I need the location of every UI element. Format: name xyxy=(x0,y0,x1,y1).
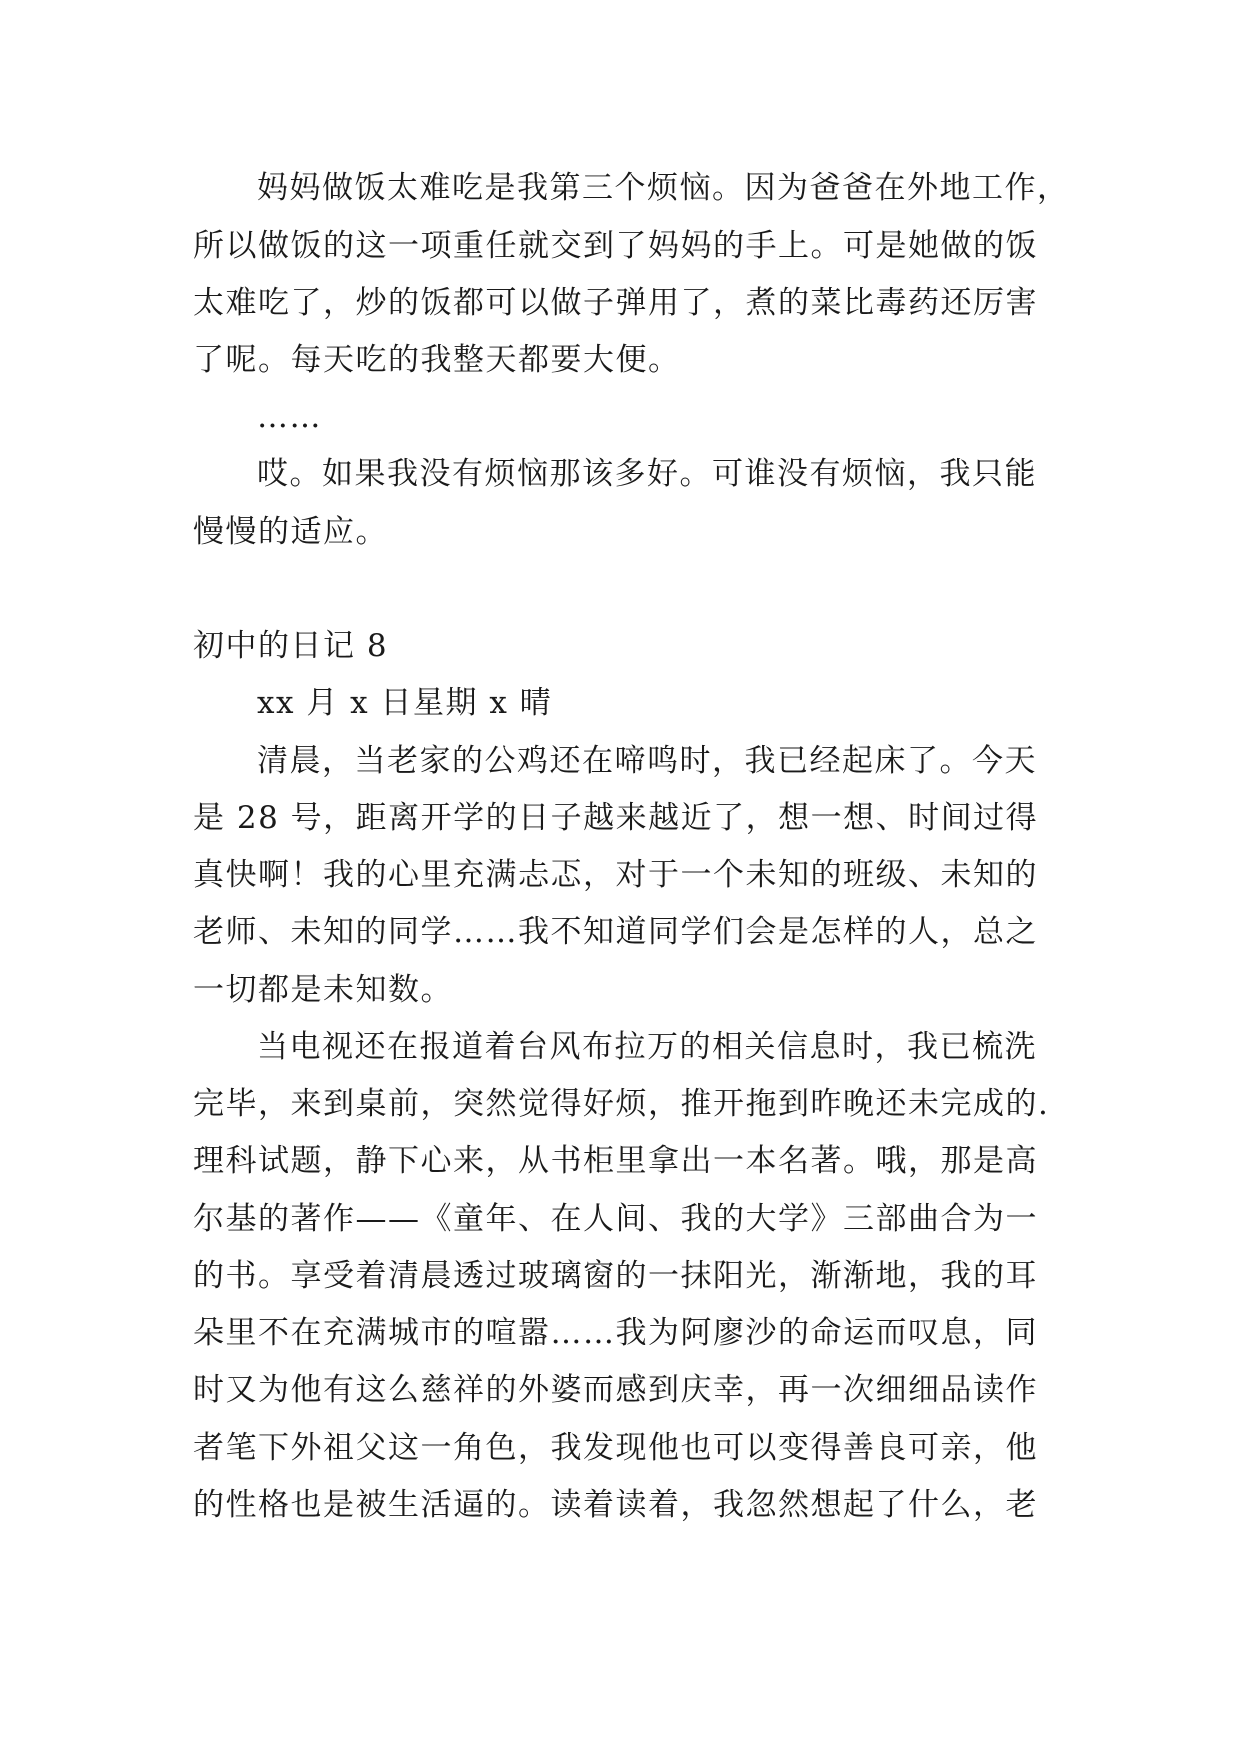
paragraph-3-line-5: 一切都是未知数。 xyxy=(193,972,453,1008)
paragraph-1-line-4: 了呢。每天吃的我整天都要大便。 xyxy=(193,342,681,378)
paragraph-4-line-6: 朵里不在充满城市的喧嚣……我为阿廖沙的命运而叹息，同 xyxy=(193,1315,1038,1351)
paragraph-4-line-3: 理科试题，静下心来，从书柜里拿出一本名著。哦，那是高 xyxy=(193,1143,1038,1179)
paragraph-4-line-4: 尔基的著作——《童年、在人间、我的大学》三部曲合为一 xyxy=(193,1201,1038,1237)
ellipsis-line: …… xyxy=(257,399,322,435)
paragraph-3-line-1: 清晨，当老家的公鸡还在啼鸣时，我已经起床了。今天 xyxy=(257,743,1037,779)
paragraph-4-line-1: 当电视还在报道着台风布拉万的相关信息时，我已梳洗 xyxy=(257,1029,1037,1065)
paragraph-3-line-3: 真快啊！我的心里充满忐忑，对于一个未知的班级、未知的 xyxy=(193,857,1038,893)
diary-date-line: xx 月 x 日星期 x 晴 xyxy=(257,685,553,721)
paragraph-2-line-2: 慢慢的适应。 xyxy=(193,514,388,550)
paragraph-4-line-5: 的书。享受着清晨透过玻璃窗的一抹阳光，渐渐地，我的耳 xyxy=(193,1258,1038,1294)
paragraph-2-line-1: 哎。如果我没有烦恼那该多好。可谁没有烦恼，我只能 xyxy=(257,456,1037,492)
paragraph-4-line-8: 者笔下外祖父这一角色，我发现他也可以变得善良可亲，他 xyxy=(193,1430,1038,1466)
paragraph-4-line-2: 完毕，来到桌前，突然觉得好烦，推开拖到昨晚还未完成的. xyxy=(193,1086,1050,1122)
paragraph-1-line-3: 太难吃了，炒的饭都可以做子弹用了，煮的菜比毒药还厉害 xyxy=(193,285,1038,321)
paragraph-1-line-2: 所以做饭的这一项重任就交到了妈妈的手上。可是她做的饭 xyxy=(193,228,1038,264)
paragraph-1-line-1: 妈妈做饭太难吃是我第三个烦恼。因为爸爸在外地工作， xyxy=(257,170,1070,206)
paragraph-3-line-4: 老师、未知的同学……我不知道同学们会是怎样的人，总之 xyxy=(193,914,1038,950)
diary-heading: 初中的日记 8 xyxy=(193,628,389,664)
paragraph-4-line-7: 时又为他有这么慈祥的外婆而感到庆幸，再一次细细品读作 xyxy=(193,1372,1038,1408)
paragraph-3-line-2: 是 28 号，距离开学的日子越来越近了，想一想、时间过得 xyxy=(193,800,1039,836)
paragraph-4-line-9: 的性格也是被生活逼的。读着读着，我忽然想起了什么，老 xyxy=(193,1487,1038,1523)
